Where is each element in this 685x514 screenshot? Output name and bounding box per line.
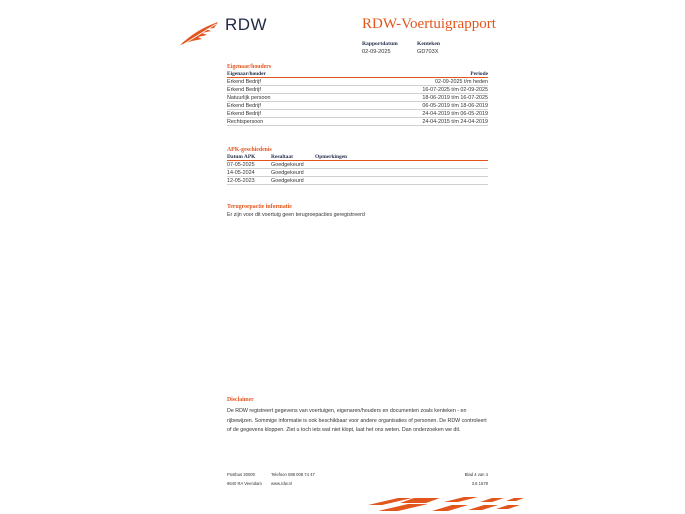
owners-col-period: Periode	[470, 70, 488, 77]
owner-cell: Natuurlijk persoon	[227, 94, 271, 101]
owners-section-title: Eigenaar/houders	[227, 64, 272, 70]
owners-table-header	[227, 70, 488, 78]
footer-website[interactable]: www.rdw.nl	[271, 481, 292, 486]
footer-phone: Telefoon 088 008 74 47	[271, 472, 315, 477]
owner-cell: Rechtspersoon	[227, 118, 264, 125]
apk-result-cell: Goedgekeurd	[271, 169, 304, 176]
apk-result-cell: Goedgekeurd	[271, 177, 304, 184]
table-row	[227, 94, 488, 102]
owner-cell: Erkend Bedrijf	[227, 110, 261, 117]
owners-table	[227, 70, 488, 126]
plate-label: Kenteken	[417, 41, 440, 47]
apk-col-remarks: Opmerkingen	[315, 153, 348, 160]
report-date-value: 02-09-2025	[362, 49, 391, 55]
footer-postbus: Postbus 30000	[227, 472, 255, 477]
apk-date-cell: 14-05-2024	[227, 169, 255, 176]
period-cell: 16-07-2025 t/m 02-09-2025	[422, 86, 488, 93]
decorative-stripes-icon	[368, 496, 525, 512]
report-date-label: Rapportdatum	[362, 41, 398, 47]
table-row	[227, 86, 488, 94]
apk-table	[227, 153, 488, 185]
table-row	[227, 161, 488, 169]
apk-col-date: Datum APK	[227, 153, 256, 160]
table-row	[227, 78, 488, 86]
period-cell: 24-04-2015 t/m 24-04-2019	[422, 118, 488, 125]
footer-city: 9640 RA Veendam	[227, 481, 262, 486]
footer-page-info	[440, 470, 488, 488]
table-row	[227, 169, 488, 177]
footer-contact	[271, 470, 315, 488]
apk-date-cell: 07-05-2025	[227, 161, 255, 168]
disclaimer-title: Disclaimer	[227, 397, 254, 403]
period-cell: 24-04-2019 t/m 06-05-2019	[422, 110, 488, 117]
owner-cell: Erkend Bedrijf	[227, 78, 261, 85]
disclaimer-text: De RDW registreert gegevens van voertuigen, eigenaren/houders en documenten zoals kenteken - en rijbewijzen. Sommige informatie is ook beschikbaar voor andere organisaties of personen. De RDW controleert of de gegevens kloppen. Ziet u toch iets wat niet klopt, laat het ons weten. Dan onderzoeken we dit.	[227, 408, 487, 433]
apk-result-cell: Goedgekeurd	[271, 161, 304, 168]
footer-address	[227, 470, 262, 488]
period-cell: 06-05-2019 t/m 18-06-2019	[422, 102, 488, 109]
apk-col-result: Resultaat	[271, 153, 293, 160]
footer-page-number: Blad 4 van 4	[464, 472, 488, 477]
table-row	[227, 118, 488, 126]
apk-section-title: APK-geschiedenis	[227, 147, 272, 153]
footer-version: 3.6 1678	[471, 481, 488, 486]
plate-value: GD703X	[417, 49, 439, 55]
table-row	[227, 110, 488, 118]
apk-date-cell: 12-05-2023	[227, 177, 255, 184]
report-title: RDW-Voertuigrapport	[362, 16, 496, 32]
plate-block	[417, 40, 440, 56]
recall-text: Er zijn voor dit voertuig geen terugroepacties geregistreerd	[227, 212, 365, 218]
report-date-block	[362, 40, 398, 56]
period-cell: 02-09-2025 t/m heden	[434, 78, 488, 85]
logo-text: RDW	[225, 15, 268, 34]
owner-cell: Erkend Bedrijf	[227, 102, 261, 109]
owners-col-owner: Eigenaar/houder	[227, 70, 266, 77]
rdw-logo-icon	[178, 20, 220, 46]
period-cell: 18-06-2019 t/m 16-07-2025	[422, 94, 488, 101]
owner-cell: Erkend Bedrijf	[227, 86, 261, 93]
table-row	[227, 102, 488, 110]
table-row	[227, 177, 488, 185]
apk-table-header	[227, 153, 488, 161]
recall-section-title: Terugroepactie informatie	[227, 204, 292, 210]
